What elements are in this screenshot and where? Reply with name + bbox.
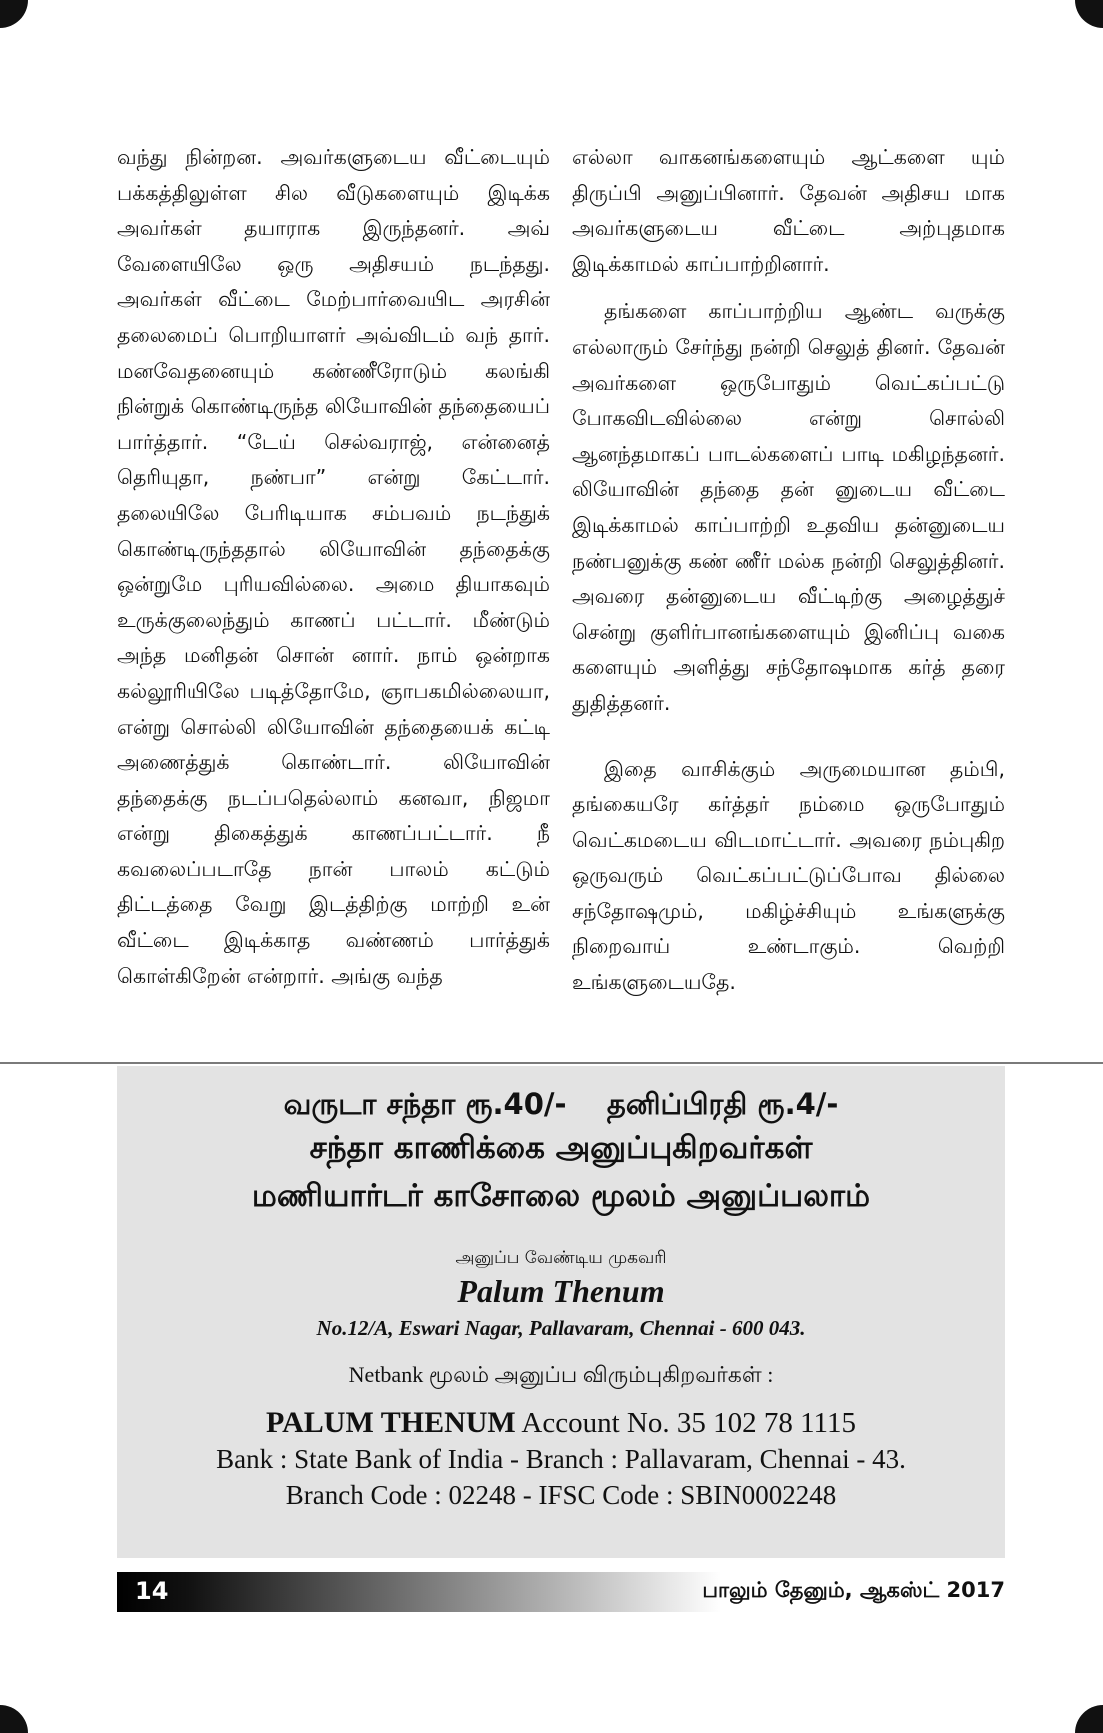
postal-address: No.12/A, Eswari Nagar, Pallavaram, Chennai - 600 043. xyxy=(316,1316,806,1340)
page-number: 14 xyxy=(135,1577,169,1605)
right-column xyxy=(572,140,1005,1001)
right-paragraph-2: தங்களை காப்பாற்றிய ஆண்ட வருக்கு எல்லாரும் சேர்ந்து நன்றி செலுத் தினர். தேவன் அவர்களை ஒருபோதும் வெட்கப்பட்டு போகவிடவில்லை என்று சொல்லி ஆனந்தமாகப் பாடல்களைப் பாடி மகிழந்தனர். லியோவின் தந்தை தன் னுடைய வீட்டை இடிக்காமல் காப்பாற்றி உதவிய தன்னுடைய நண்பனுக்கு கண் ணீர் மல்க நன்றி செலுத்தினர். அவரை தன்னுடைய வீட்டிற்கு அழைத்துச் சென்று குளிர்பானங்களையும் இனிப்பு வகை களையும் அளித்து சந்தோஷமாக கர்த் தரை துதித்தனர். xyxy=(572,299,1005,715)
right-paragraph-3: இதை வாசிக்கும் அருமையான தம்பி, தங்கையரே கர்த்தர் நம்மை ஒருபோதும் வெட்கமடைய விடமாட்டார். அவரை நம்புகிற ஒருவரும் வெட்கப்பட்டுப்போவ தில்லை சந்தோஷமும், மகிழ்ச்சியும் உங்களுக்கு நிறைவாய் உண்டாகும். வெற்றி உங்களுடையதே. xyxy=(572,756,1005,995)
account-name: PALUM THENUM xyxy=(266,1406,516,1439)
address-label: அனுப்ப வேண்டிய முகவரி xyxy=(455,1248,667,1268)
branch-line: Branch Code : 02248 - IFSC Code : SBIN0002248 xyxy=(285,1480,837,1510)
subscription-box xyxy=(117,1066,1005,1558)
netbank-label: Netbank மூலம் அனுப்ப விரும்புகிறவர்கள் : xyxy=(348,1362,774,1387)
crop-mark-bottom-left xyxy=(0,1705,28,1733)
page-footer xyxy=(117,1572,1005,1612)
crop-mark-top-left xyxy=(0,0,28,28)
org-name: Palum Thenum xyxy=(457,1273,665,1309)
left-paragraph: வந்து நின்றன. அவர்களுடைய வீட்டையும் பக்கத்திலுள்ள சில வீடுகளையும் இடிக்க அவர்கள் தயாராக இருந்தனர். அவ் வேளையிலே ஒரு அதிசயம் நடந்தது. அவர்கள் வீட்டை மேற்பார்வையிட அரசின் தலைமைப் பொறியாளர் அவ்விடம் வந் தார். மனவேதனையும் கண்ணீரோடும் கலங்கி நின்றுக் கொண்டிருந்த லியோவின் தந்தையைப் பார்த்தார். “டேய் செல்வராஜ், என்னைத் தெரியுதா, நண்பா” என்று கேட்டார். தலையிலே பேரிடியாக சம்பவம் நடந்துக் கொண்டிருந்ததால் லியோவின் தந்தைக்கு ஒன்றுமே புரியவில்லை. அமை தியாகவும் உருக்குலைந்தும் காணப் பட்டார். மீண்டும் அந்த மனிதன் சொன் னார். நாம் ஒன்றாக கல்லூரியிலே படித்தோமே, ஞாபகமில்லையா, என்று சொல்லி லியோவின் தந்தையைக் கட்டி அணைத்துக் கொண்டார். லியோவின் தந்தைக்கு நடப்பதெல்லாம் கனவா, நிஜமா என்று திகைத்துக் காணப்பட்டார். நீ கவலைப்படாதே நான் பாலம் கட்டும் திட்டத்தை வேறு இடத்திற்கு மாற்றி உன் வீட்டை இடிக்காத வண்ணம் பார்த்துக் கொள்கிறேன் என்றார். அங்கு வந்த xyxy=(117,145,550,988)
subscription-line-3: மணியார்டர் காசோலை மூலம் அனுப்பலாம் xyxy=(251,1178,871,1214)
crop-mark-top-right xyxy=(1075,0,1103,28)
subscription-price: வருடா சந்தா ரூ.40/- தனிப்பிரதி ரூ.4/- xyxy=(283,1087,839,1121)
left-column xyxy=(117,140,550,994)
crop-mark-bottom-right xyxy=(1075,1705,1103,1733)
right-paragraph-1: எல்லா வாகனங்களையும் ஆட்களை யும் திருப்பி அனுப்பினார். தேவன் அதிசய மாக அவர்களுடைய வீட்டை அற்புதமாக இடிக்காமல் காப்பாற்றினார். xyxy=(572,145,1005,276)
bank-line: Bank : State Bank of India - Branch : Pallavaram, Chennai - 43. xyxy=(216,1444,906,1474)
magazine-issue: பாலும் தேனும், ஆகஸ்ட் 2017 xyxy=(702,1578,1005,1602)
subscription-line-2: சந்தா காணிக்கை அனுப்புகிறவர்கள் xyxy=(309,1130,813,1166)
section-divider xyxy=(0,1062,1103,1064)
account-line xyxy=(117,1405,1005,1441)
account-number: Account No. 35 102 78 1115 xyxy=(521,1407,856,1439)
